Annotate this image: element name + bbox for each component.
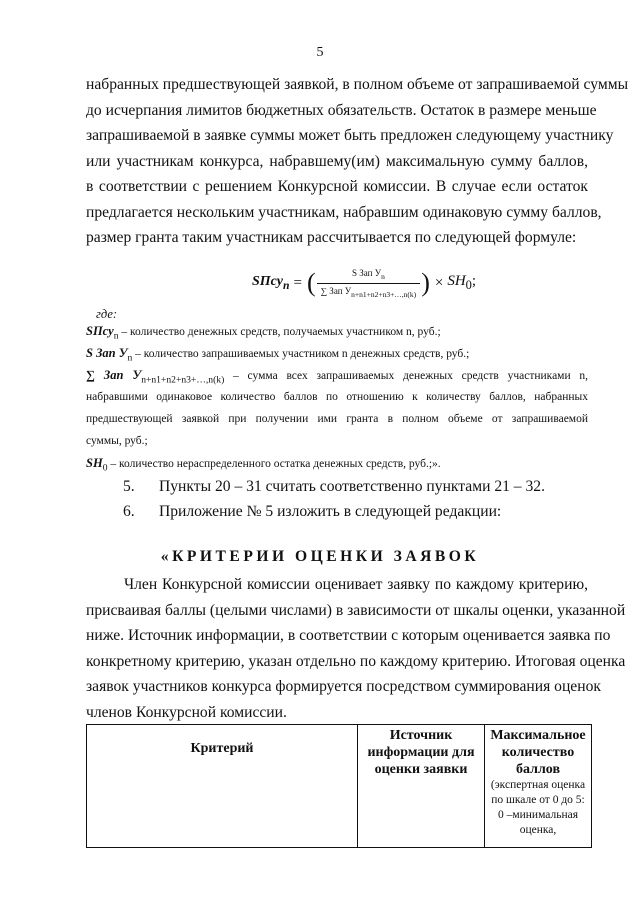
item-number: 6.	[123, 503, 135, 520]
formula-rhs: $SН_0$;	[447, 273, 477, 293]
definition-line: ∑ Зап $У_{n+n1+n2+n3+\dots,n(k)}$ – сумма всех запрашиваемых денежных средств участниками n,	[86, 368, 588, 386]
paren-left: (	[306, 268, 316, 298]
amendment-item	[123, 503, 501, 521]
formula-lhs: SПсу$_n$	[252, 274, 290, 293]
intro-paragraph	[86, 72, 629, 251]
column-header-max-score: Максимальное количество баллов (экспертная оценка по шкале от 0 до 5: 0 –минимальная оценка,	[485, 725, 592, 848]
intro-line: набранных предшествующей заявкой, в полном объеме от запрашиваемой суммы	[86, 76, 629, 93]
intro-line: запрашиваемой в заявке суммы может быть предложен следующему участнику	[86, 127, 614, 144]
where-label: где:	[96, 307, 118, 321]
section-heading: «КРИТЕРИИ ОЦЕНКИ ЗАЯВОК	[160, 548, 480, 565]
item-text: Пункты 20 – 31 считать соответственно пунктами 21 – 32.	[159, 478, 545, 495]
definitions-list	[86, 320, 588, 474]
criteria-table	[86, 724, 592, 848]
intro-line: в соответствии с решением Конкурсной комиссии. В случае если остаток	[86, 178, 588, 195]
item-number: 5.	[123, 478, 135, 495]
criteria-line: ниже. Источник информации, в соответствии с которым оценивается заявка по	[86, 627, 611, 644]
definition-line: SПсу$_n$ – количество денежных средств, получаемых участником n, руб.;	[86, 324, 441, 342]
page-number: 5	[316, 45, 324, 60]
amendment-item	[123, 478, 545, 496]
criteria-line: присваивая баллы (целыми числами) в зависимости от шкалы оценки, указанной	[86, 601, 626, 619]
table-header-row	[87, 725, 592, 848]
definition-line: предшествующей заявкой при получении ими гранта в полном объеме от запрашиваемой	[86, 413, 588, 425]
item-text: Приложение № 5 изложить в следующей редакции:	[159, 503, 502, 520]
criteria-paragraph	[86, 572, 626, 725]
intro-line: до исчерпания лимитов бюджетных обязательств. Остаток в размере меньше	[86, 101, 597, 119]
definition-line: набравшими одинаковое количество баллов по отношению к количеству баллов, набранных	[86, 391, 588, 403]
criteria-line: Член Конкурсной комиссии оценивает заявку по каждому критерию,	[124, 576, 588, 593]
intro-line: предлагается нескольким участникам, набравшим одинаковую сумму баллов,	[86, 203, 602, 221]
formula-times: ×	[434, 274, 444, 291]
formula-fraction	[317, 268, 421, 299]
intro-line: размер гранта таким участникам рассчитывается по следующей формуле:	[86, 229, 577, 246]
definition-line: S Зап $У_n$ – количество запрашиваемых участником n денежных средств, руб.;	[86, 346, 470, 364]
column-header-source: Источник информации для оценки заявки	[358, 725, 485, 848]
definition-line: $SН_0$ – количество нераспределенного остатка денежных средств, руб.;».	[86, 456, 441, 474]
formula-numerator: S Зап $У_n$	[351, 268, 385, 281]
definition-line: суммы, руб.;	[86, 435, 148, 447]
grant-formula	[252, 268, 476, 299]
criteria-line: заявок участников конкурса формируется посредством суммирования оценок	[86, 678, 601, 695]
column-header-criterion: Критерий	[87, 725, 358, 848]
paren-right: )	[421, 268, 430, 298]
formula-denominator: ∑ Зап $У_{n+n1+n2+n3+\dots,n(k)}$	[317, 283, 421, 299]
formula-equals: =	[293, 274, 302, 291]
criteria-line: членов Конкурсной комиссии.	[86, 703, 287, 721]
intro-line: или участникам конкурса, набравшему(им) максимальную сумму баллов,	[86, 152, 588, 170]
criteria-line: конкретному критерию, указан отдельно по каждому критерию. Итоговая оценка	[86, 652, 626, 670]
